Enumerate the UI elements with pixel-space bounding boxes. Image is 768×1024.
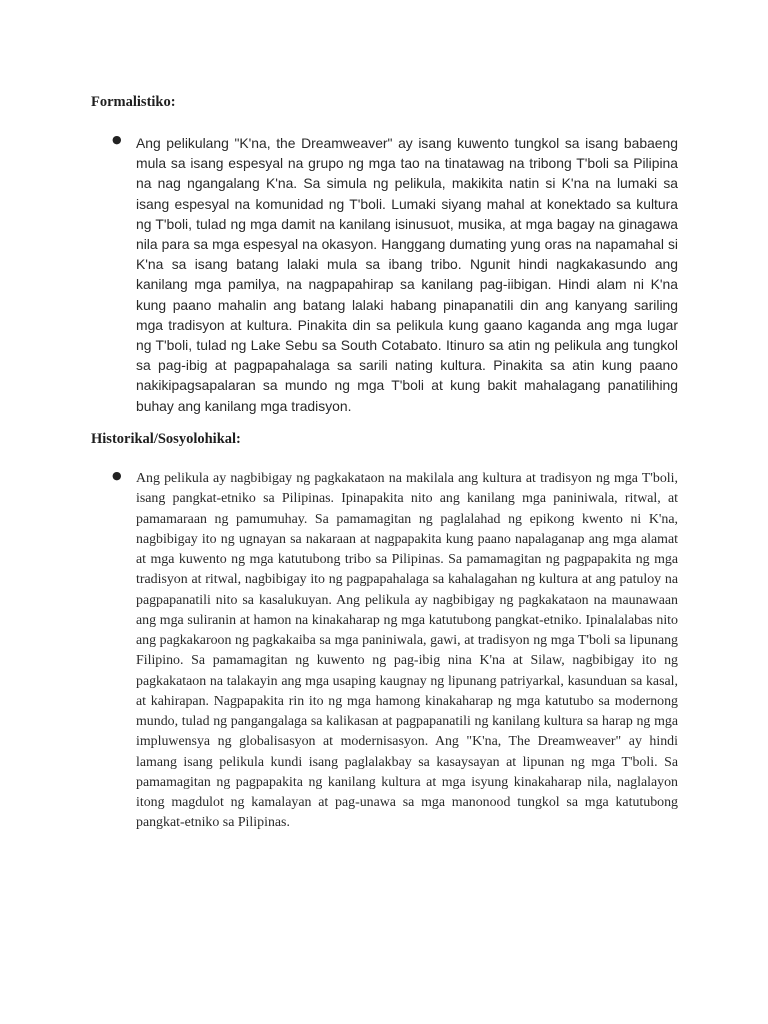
bullet-item-historikal xyxy=(112,469,678,834)
bullet-item-formalistiko xyxy=(112,133,678,416)
bullet-dot-icon: ● xyxy=(112,469,122,482)
section-heading-formalistiko: Formalistiko: xyxy=(91,94,176,110)
paragraph-historikal: Ang pelikula ay nagbibigay ng pagkakataon na makilala ang kultura at tradisyon ng mga T'boli, isang pangkat-etniko sa Pilipinas. Ipinapakita nito ang kanilang mga paniniwala, ritwal, at pamamaraan ng pamumuhay. Sa pamamagitan ng paglalahad ng epikong kwento ni K'na, nagbibigay ito ng ugnayan sa nakaraan at nagpapakita kung paano napalaganap ang mga alamat at mga kuwento ng mga katutubong tribo sa Pilipinas. Sa pamamagitan ng pagpapakita ng mga tradisyon at ritwal, nagbibigay ito ng pagpapahalaga sa kahalagahan ng kultura at ang patuloy na pagpapanatili nito sa kasalukuyan. Ang pelikula ay nagbibigay ng pagkakataon na maunawaan ang mga suliranin at hamon na kinakaharap ng mga katutubong pangkat-etniko. Ipinalalabas nito ang pagkakaroon ng pagkakaiba sa mga paniniwala, gawi, at tradisyon ng mga T'boli sa lipunang Filipino. Sa pamamagitan ng kuwento ng pag-ibig nina K'na at Silaw, nagbibigay ito ng pagkakataon na talakayin ang mga usaping kaugnay ng lipunang patriyarkal, kasunduan sa kasal, at kahirapan. Nagpapakita rin ito ng mga hamong kinakaharap ng mga katutubo sa modernong mundo, tulad ng pangangalaga sa kalikasan at pagpapanatili ng kanilang kultura sa harap ng mga impluwensya ng globalisasyon at modernisasyon. Ang "K'na, The Dreamweaver" ay hindi lamang isang pelikula kundi isang paglalakbay sa kasaysayan at lipunan ng mga T'boli. Sa pamamagitan ng pagpapakita ng kanilang kultura at mga isyung kinakaharap nila, naglalayon itong magdulot ng kamalayan at pag-unawa sa mga manonood tungkol sa mga katutubong pangkat-etniko sa Pilipinas. xyxy=(136,471,678,831)
paragraph-formalistiko: Ang pelikulang "K'na, the Dreamweaver" ay isang kuwento tungkol sa isang babaeng mula sa isang espesyal na grupo ng mga tao na tinatawag na tribong T'boli sa Pilipina na nag ngangalang K'na. Sa simula ng pelikula, makikita natin si K'na na lumaki sa isang espesyal na komunidad ng T'boli. Lumaki siyang mahal at konektado sa kultura ng T'boli, tulad ng mga damit na kanilang isinusuot, musika, at mga bagay na ginagawa nila para sa mga espesyal na okasyon. Hanggang dumating yung oras na napamahal si K'na sa isang batang lalaki mula sa ibang tribo. Ngunit hindi nagkakasundo ang kanilang mga pamilya, na nagpapahirap sa kanilang pag-iibigan. Hindi alam ni K'na kung paano mahalin ang batang lalaki habang pinapanatili din ang kanyang sariling mga tradisyon at kultura. Pinakita din sa pelikula kung gaano kaganda ang mga lugar ng T'boli, tulad ng Lake Sebu sa South Cotabato. Itinuro sa atin ng pelikula ang tungkol sa pag-ibig at pagpapahalaga sa sarili nating kultura. Pinakita sa atin kung paano nakikipagsapalaran sa mundo ng mga T'boli at kung bakit mahalagang panatilihing buhay ang kanilang mga tradisyon. xyxy=(136,135,678,414)
section-heading-historikal: Historikal/Sosyolohikal: xyxy=(91,431,241,447)
bullet-dot-icon: ● xyxy=(112,133,122,146)
